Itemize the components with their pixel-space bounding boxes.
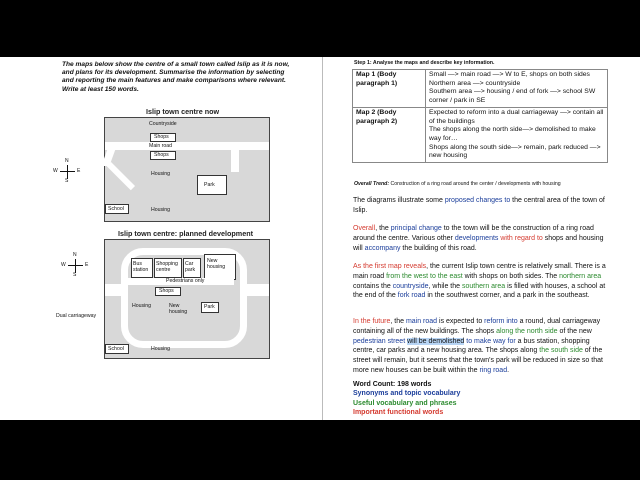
compass-rose-icon: N S W E xyxy=(61,252,89,278)
essay-overview xyxy=(353,224,611,253)
essay-text-run: the central area of the town of Islip. xyxy=(353,197,605,214)
map1-shops-top: Shops xyxy=(150,133,176,142)
map2-housing: Housing xyxy=(132,303,152,309)
map2-shopping-centre: Shopping centre xyxy=(154,258,182,278)
essay-body-2 xyxy=(353,317,611,376)
essay-text-run: . xyxy=(507,366,510,374)
task-prompt: The maps below show the centre of a small town called Islip as it is now, and plans for its development. Summarise the information by selecting and reporting the main features and make comparisons where relevant. Write at least 150 words. xyxy=(62,61,290,93)
essay-text-run: reform into xyxy=(484,318,518,325)
map2 xyxy=(104,239,270,359)
essay-text-run: developments xyxy=(454,234,499,242)
essay-intro xyxy=(353,196,611,216)
essay-text-run: will be demolished xyxy=(407,337,465,345)
map1-housing-mid: Housing xyxy=(151,171,171,177)
essay-text-run: a round, dual carriageway containing all of the new buildings. The shops xyxy=(353,318,601,335)
map2-car-park: Car park xyxy=(183,258,201,278)
map2-road-west xyxy=(105,284,123,296)
essay-text-run: along the north side xyxy=(496,327,558,335)
overall-trend: Overall Trend: Construction of a ring road around the center / developments with housing xyxy=(354,181,561,187)
essay-text-run: of the street will remain, but it seems that the town's park will be reduced in size so that more new houses can be built within the xyxy=(353,347,603,374)
document-page xyxy=(0,57,640,420)
essay-text-run: is expected to xyxy=(437,318,485,325)
row-key: Map 1 (Body paragraph 1) xyxy=(353,70,426,108)
essay-text-run: with regard to xyxy=(500,234,543,242)
essay-text-run: the south side xyxy=(539,347,583,355)
compass-rose-icon: N S W E xyxy=(53,158,81,184)
map1-shops-bottom: Shops xyxy=(150,151,176,160)
essay-body-1 xyxy=(353,262,611,301)
legend xyxy=(353,380,460,418)
legend-useful-phrases: Useful vocabulary and phrases xyxy=(353,399,457,407)
essay-text-run: shops and housing will xyxy=(353,234,604,252)
legend-functional-words: Important functional words xyxy=(353,409,444,417)
map1-title: Islip town centre now xyxy=(146,107,220,116)
essay-text-run: with shops on both sides. The xyxy=(462,272,560,280)
map2-school: School xyxy=(105,344,129,354)
essay-text-run: in the southwest corner, and a park in the southeast. xyxy=(425,292,590,300)
essay-text-run: accompany xyxy=(364,244,401,252)
essay-text-run: In the future xyxy=(353,318,391,325)
essay-text-run: , while the xyxy=(428,282,462,290)
table-row xyxy=(353,107,608,162)
map1-fork-branch xyxy=(107,162,135,190)
essay-text-run: fork road xyxy=(397,292,426,300)
row-key: Map 2 (Body paragraph 2) xyxy=(353,107,426,162)
word-count: Word Count: 198 words xyxy=(353,381,432,388)
map2-pedestrian-street: Pedestrians only xyxy=(128,278,234,285)
legend-synonyms: Synonyms and topic vocabulary xyxy=(353,390,461,398)
essay-text-run: , the xyxy=(390,318,406,325)
map2-dual-carriageway-label: Dual carriageway xyxy=(56,313,97,319)
essay-text-run: northern area xyxy=(559,272,602,280)
essay-text-run: proposed changes to xyxy=(444,197,511,204)
essay-text-run: pedestrian street xyxy=(353,337,406,345)
essay-text-run: principal change xyxy=(390,225,442,232)
map1 xyxy=(104,117,270,222)
column-divider xyxy=(322,57,323,420)
essay-text-run: southern area xyxy=(461,282,506,290)
essay-text-run: to make way for xyxy=(464,337,516,345)
essay-text-run: from the west to the east xyxy=(386,272,463,280)
essay-text-run: , the xyxy=(375,225,391,232)
essay-text-run: As the first map reveals xyxy=(353,263,427,270)
essay-text-run: countryside xyxy=(392,282,429,290)
step-heading: Step 1: Analyse the maps and describe key information. xyxy=(354,60,495,66)
map2-bus-station: Bus station xyxy=(131,258,153,278)
row-notes: Expected to reform into a dual carriageway —> contain all of the buildings The shops along the north side—> demolished to make way for… Shops along the south side—> remain, park reduced —> new housing xyxy=(426,107,608,162)
map1-school: School xyxy=(105,204,129,214)
map1-park: Park xyxy=(197,175,227,195)
essay-text-run: ring road xyxy=(479,366,508,374)
map2-road-east xyxy=(245,284,269,296)
map2-new-housing-top: New housing xyxy=(204,254,236,280)
essay-text-run: to the town will be the construction of a ring road around the centre. Various other xyxy=(353,225,594,242)
row-notes: Small —> main road —> W to E, shops on both sides Northern area —> countryside Southern area —> housing / end of fork —> school SW corner / park in SE xyxy=(426,70,608,108)
essay-text-run: a bus station, shopping centre, car parks and a new housing area. The shops along xyxy=(353,337,590,355)
map1-side-road xyxy=(231,146,239,172)
map2-park: Park xyxy=(201,302,219,313)
map2-new-housing-mid: New housing xyxy=(169,303,188,315)
essay-text-run: contains the xyxy=(353,282,393,290)
essay-text-run: The diagrams illustrate some xyxy=(353,197,445,204)
map2-title: Islip town centre: planned development xyxy=(118,229,253,238)
map1-countryside: Countryside xyxy=(149,121,177,127)
essay-text-run: main road xyxy=(405,318,438,325)
essay-text-run: is filled with houses, a school at the end of the xyxy=(353,282,606,300)
essay-text-run: the building of this road. xyxy=(400,244,477,252)
table-row xyxy=(353,70,608,108)
map2-housing-bottom: Housing xyxy=(151,346,171,352)
analysis-table xyxy=(352,69,608,163)
map2-shops: Shops xyxy=(155,287,181,296)
essay-text-run: of the new xyxy=(557,327,592,335)
essay-text-run: , the current Islip town centre is relatively small. There is a main road xyxy=(353,263,606,280)
map1-housing-bottom: Housing xyxy=(151,207,171,213)
map1-main-road: Main road xyxy=(105,142,269,150)
essay-text-run: Overall xyxy=(353,225,376,232)
